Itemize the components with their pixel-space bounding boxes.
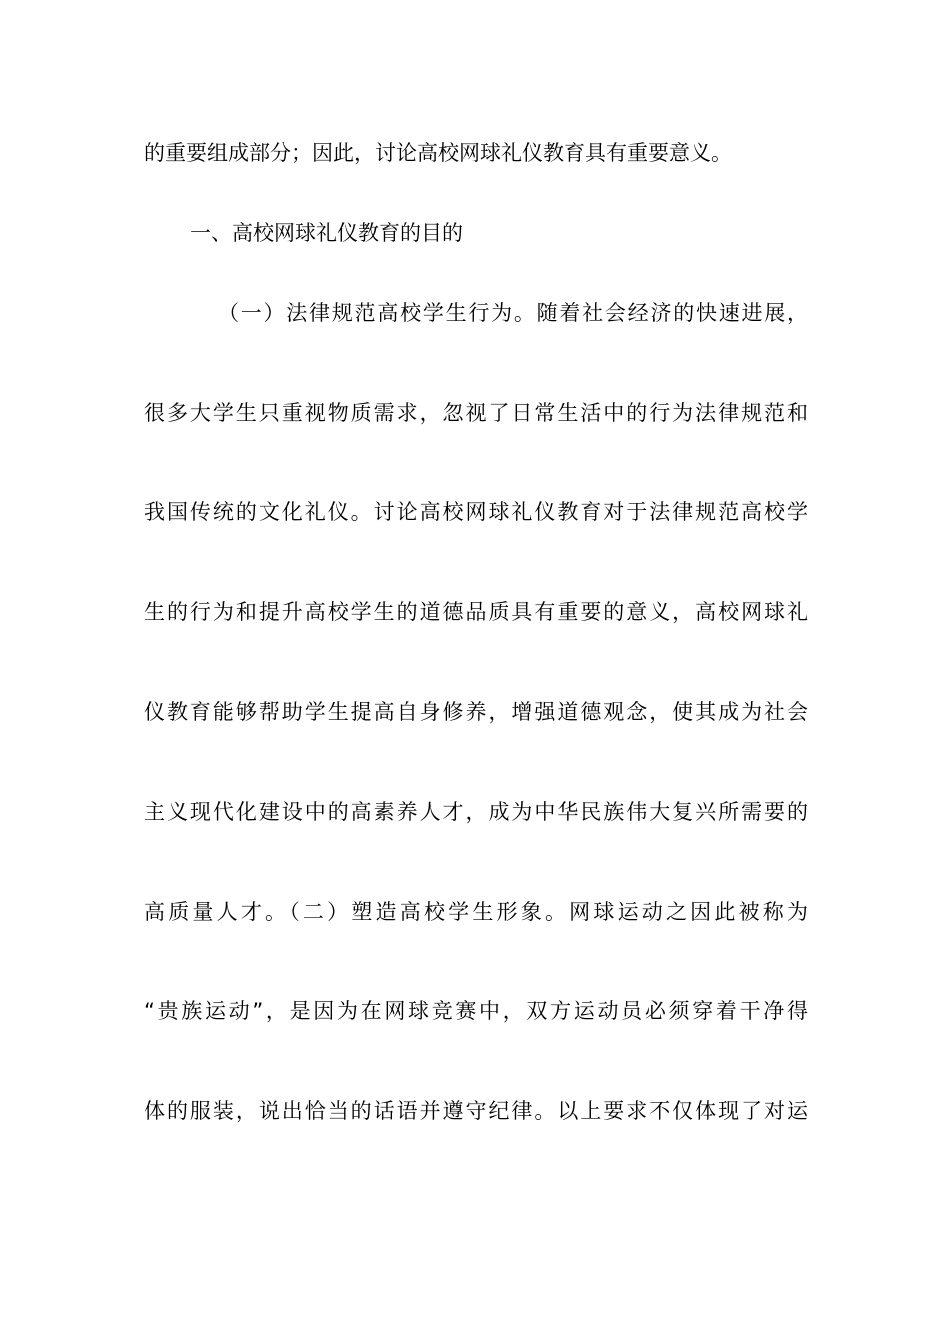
section-heading: 一、高校网球礼仪教育的目的 [190, 221, 463, 245]
paragraph-line-7: 高质量人才。（二）塑造高校学生形象。网球运动之因此被称为 [144, 900, 808, 924]
paragraph-line-8: “贵族运动”，是因为在网球竞赛中，双方运动员必须穿着干净得 [144, 999, 808, 1023]
paragraph-line-2: 很多大学生只重视物质需求，忽视了日常生活中的行为法律规范和 [144, 401, 808, 425]
paragraph-line-9: 体的服装，说出恰当的话语并遵守纪律。以上要求不仅体现了对运 [144, 1099, 808, 1123]
paragraph-line-4: 生的行为和提升高校学生的道德品质具有重要的意义，高校网球礼 [144, 600, 808, 624]
paragraph-line-6: 主义现代化建设中的高素养人才，成为中华民族伟大复兴所需要的 [144, 800, 808, 824]
paragraph-line-1: 的重要组成部分；因此，讨论高校网球礼仪教育具有重要意义。 [144, 141, 732, 165]
paragraph-line-5: 仪教育能够帮助学生提高自身修养，增强道德观念，使其成为社会 [144, 700, 808, 724]
paragraph-line-3: 我国传统的文化礼仪。讨论高校网球礼仪教育对于法律规范高校学 [144, 500, 808, 524]
subsection-line-1: （一）法律规范高校学生行为。随着社会经济的快速进展， [218, 301, 808, 325]
